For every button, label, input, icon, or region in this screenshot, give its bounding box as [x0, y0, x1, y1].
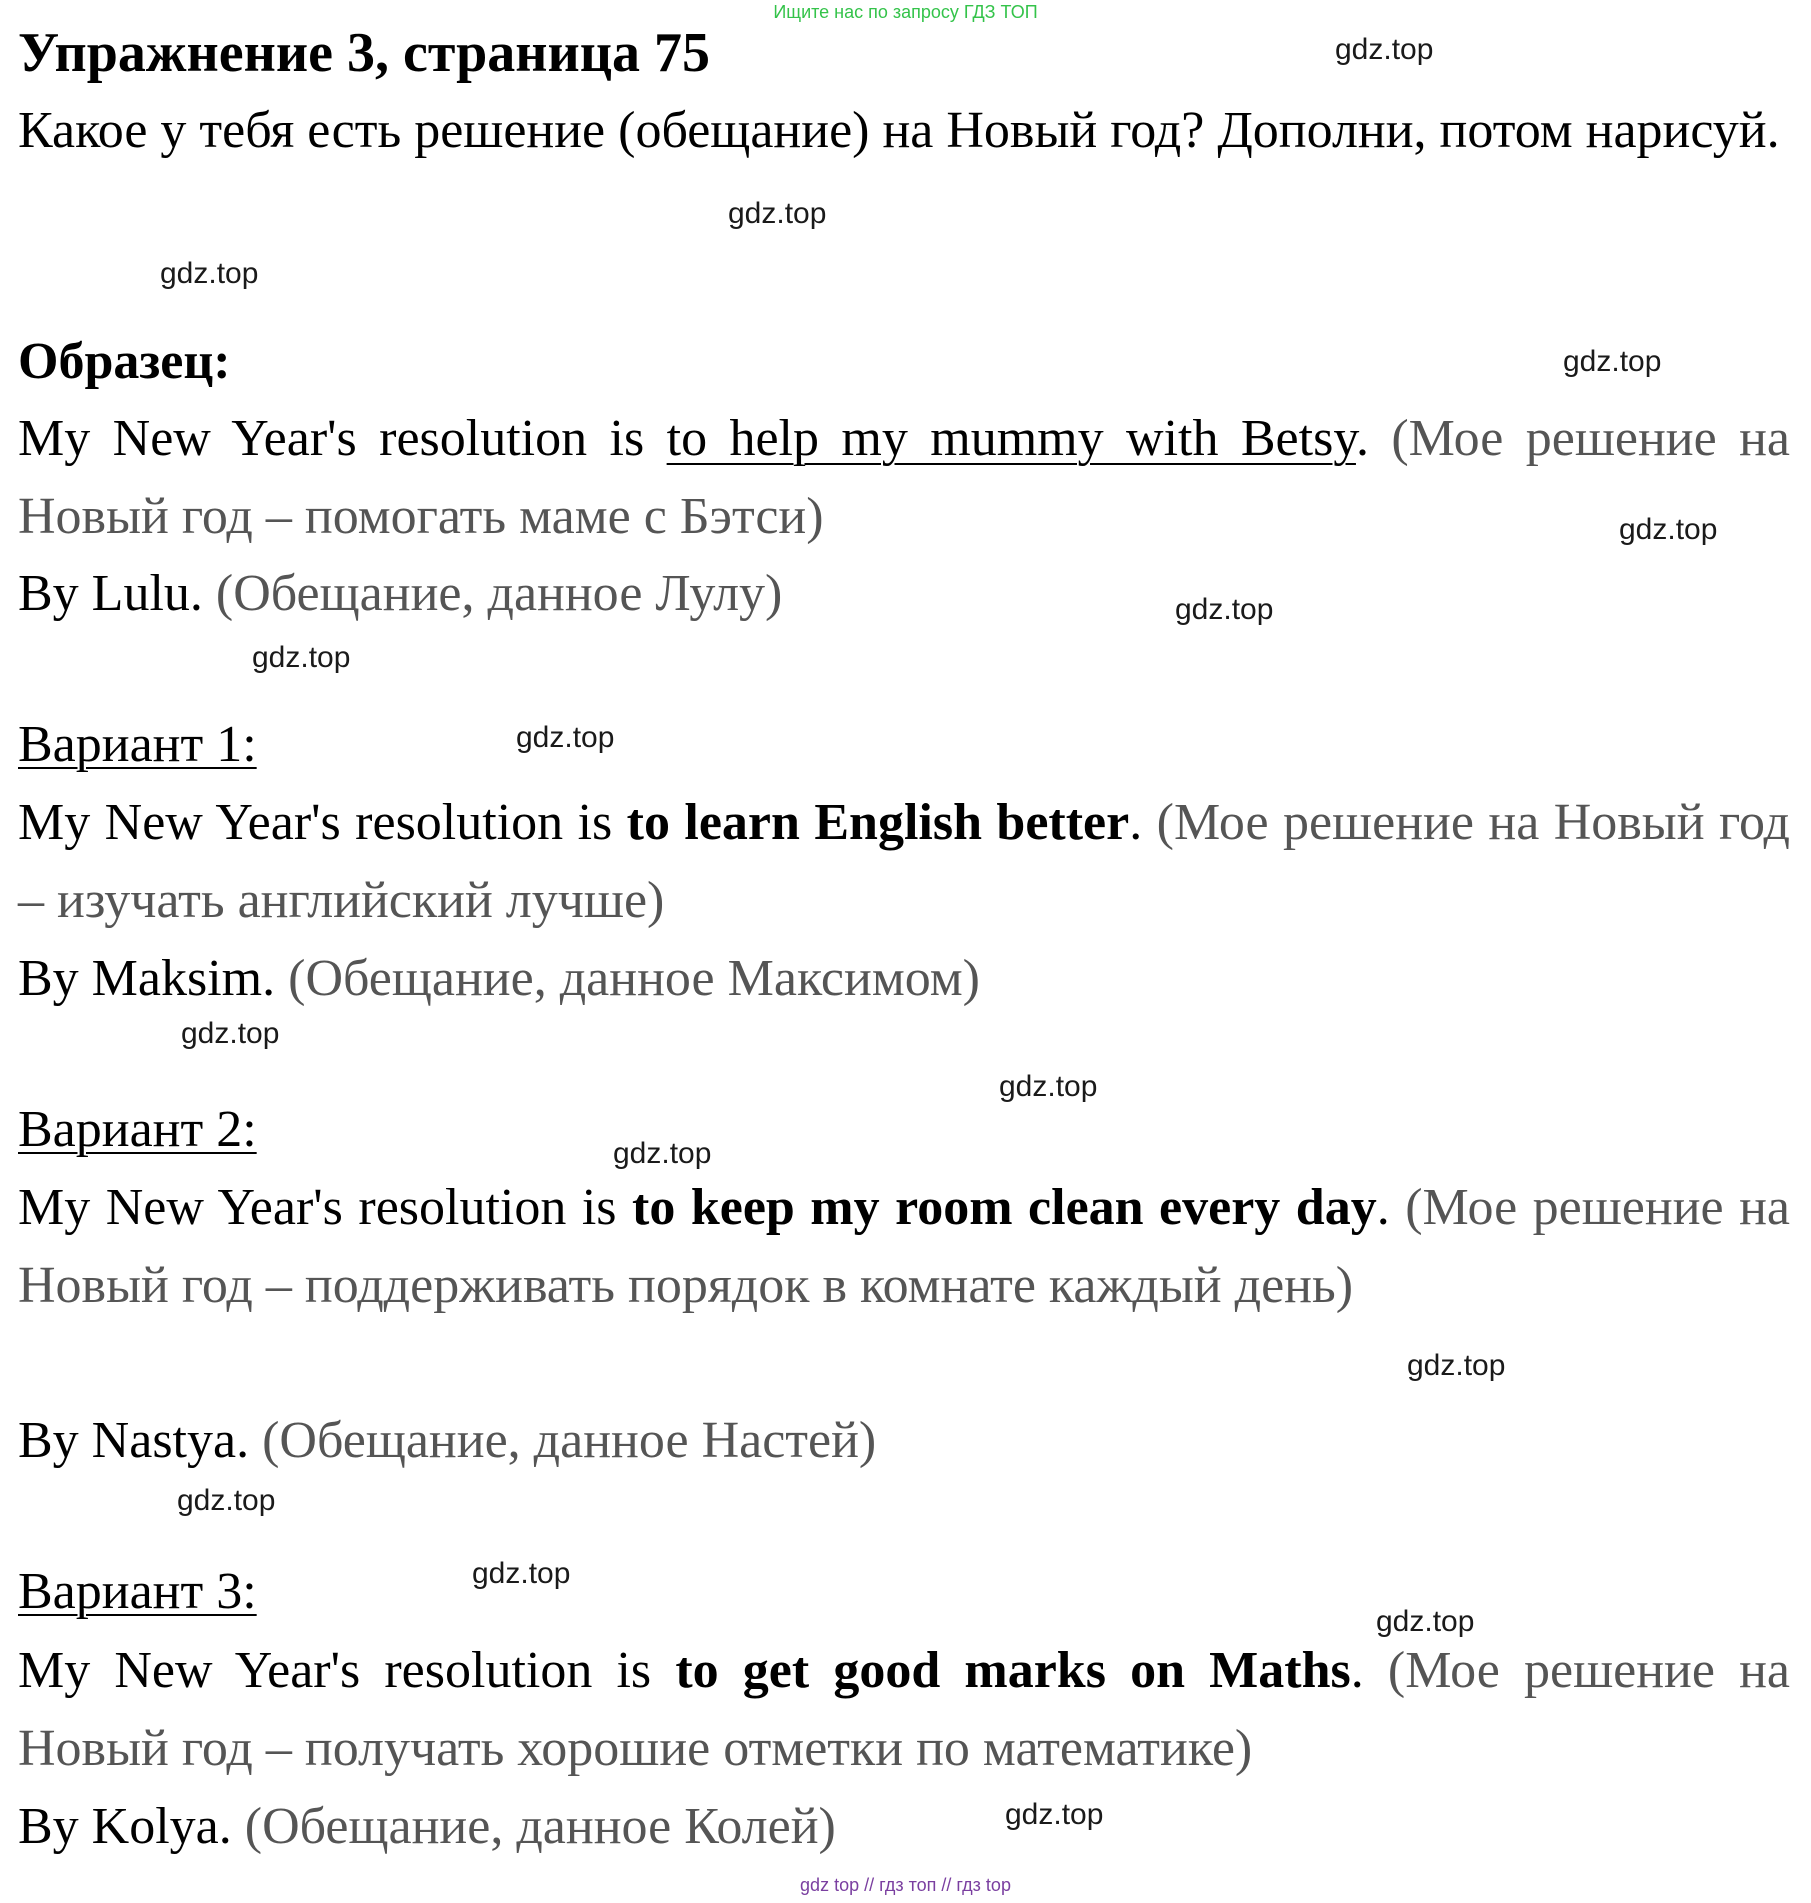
variant-3-signature — [18, 1788, 1790, 1866]
sample-lead: My New Year's resolution is — [18, 410, 667, 467]
footer-note: gdz top // гдз топ // гдз top — [800, 1875, 1011, 1895]
variant-1-dot: . — [1129, 794, 1143, 851]
variant-1-translation: (Мое решение на Новый год – изучать английский лучше) — [18, 794, 1790, 929]
variant-2-dot: . — [1376, 1179, 1390, 1236]
variant-2-answer: to keep my room clean every day — [632, 1179, 1377, 1236]
variant-2-by-translation: (Обещание, данное Настей) — [249, 1412, 877, 1469]
variant-2-lead: My New Year's resolution is — [18, 1179, 633, 1236]
watermark: gdz.top — [516, 721, 615, 754]
sample-dot: . — [1355, 410, 1369, 467]
variant-1-sentence — [18, 784, 1790, 940]
watermark: gdz.top — [1563, 345, 1662, 378]
watermark: gdz.top — [160, 257, 259, 290]
variant-3-answer: to get good marks on Maths — [675, 1642, 1351, 1699]
variant-2-translation: (Мое решение на Новый год – поддерживать порядок в комнате каждый день) — [18, 1179, 1790, 1314]
watermark: gdz.top — [1407, 1349, 1506, 1382]
variant-1-by: By Maksim. — [18, 950, 276, 1007]
sample-by: By Lulu. — [18, 565, 203, 622]
sample-by-translation: (Обещание, данное Лулу) — [202, 565, 783, 622]
variant-3-sentence — [18, 1632, 1790, 1788]
watermark: gdz.top — [1175, 593, 1274, 626]
variant-3-translation: (Мое решение на Новый год – получать хорошие отметки по математике) — [18, 1642, 1790, 1777]
variant-1-answer: to learn English better — [626, 794, 1130, 851]
variant-2-signature — [18, 1402, 1790, 1480]
sample-answer: to help my mummy with Betsy — [666, 410, 1356, 467]
variant-3-dot: . — [1350, 1642, 1364, 1699]
watermark: gdz.top — [181, 1017, 280, 1050]
variant-1-lead: My New Year's resolution is — [18, 794, 627, 851]
variant-1-heading: Вариант 1: — [18, 716, 257, 773]
page-title: Упражнение 3, страница 75 — [18, 22, 711, 84]
sample-translation: (Мое решение на Новый год – помогать маме с Бэтси) — [18, 410, 1790, 545]
variant-3-lead: My New Year's resolution is — [18, 1642, 676, 1699]
watermark: gdz.top — [177, 1484, 276, 1517]
variant-2-heading: Вариант 2: — [18, 1101, 257, 1158]
variant-3-by-translation: (Обещание, данное Колей) — [231, 1798, 836, 1855]
watermark: gdz.top — [472, 1557, 571, 1590]
watermark: gdz.top — [1005, 1798, 1104, 1831]
watermark: gdz.top — [728, 197, 827, 230]
sample-sentence — [18, 400, 1790, 556]
watermark: gdz.top — [613, 1137, 712, 1170]
watermark: gdz.top — [252, 641, 351, 674]
task-text: Какое у тебя есть решение (обещание) на Новый год? Дополни, потом нарисуй. — [18, 102, 1780, 159]
watermark: gdz.top — [1619, 513, 1718, 546]
sample-heading: Образец: — [18, 333, 231, 390]
variant-3-heading: Вариант 3: — [18, 1563, 257, 1620]
sample-signature — [18, 555, 1790, 633]
variant-2-sentence — [18, 1169, 1790, 1325]
variant-1-signature — [18, 940, 1790, 1018]
header-note: Ищите нас по запросу ГДЗ ТОП — [773, 2, 1038, 22]
variant-3-by: By Kolya. — [18, 1798, 232, 1855]
watermark: gdz.top — [1376, 1605, 1475, 1638]
variant-2-by: By Nastya. — [18, 1412, 250, 1469]
variant-1-by-translation: (Обещание, данное Максимом) — [275, 950, 980, 1007]
watermark: gdz.top — [1335, 33, 1434, 66]
watermark: gdz.top — [999, 1070, 1098, 1103]
